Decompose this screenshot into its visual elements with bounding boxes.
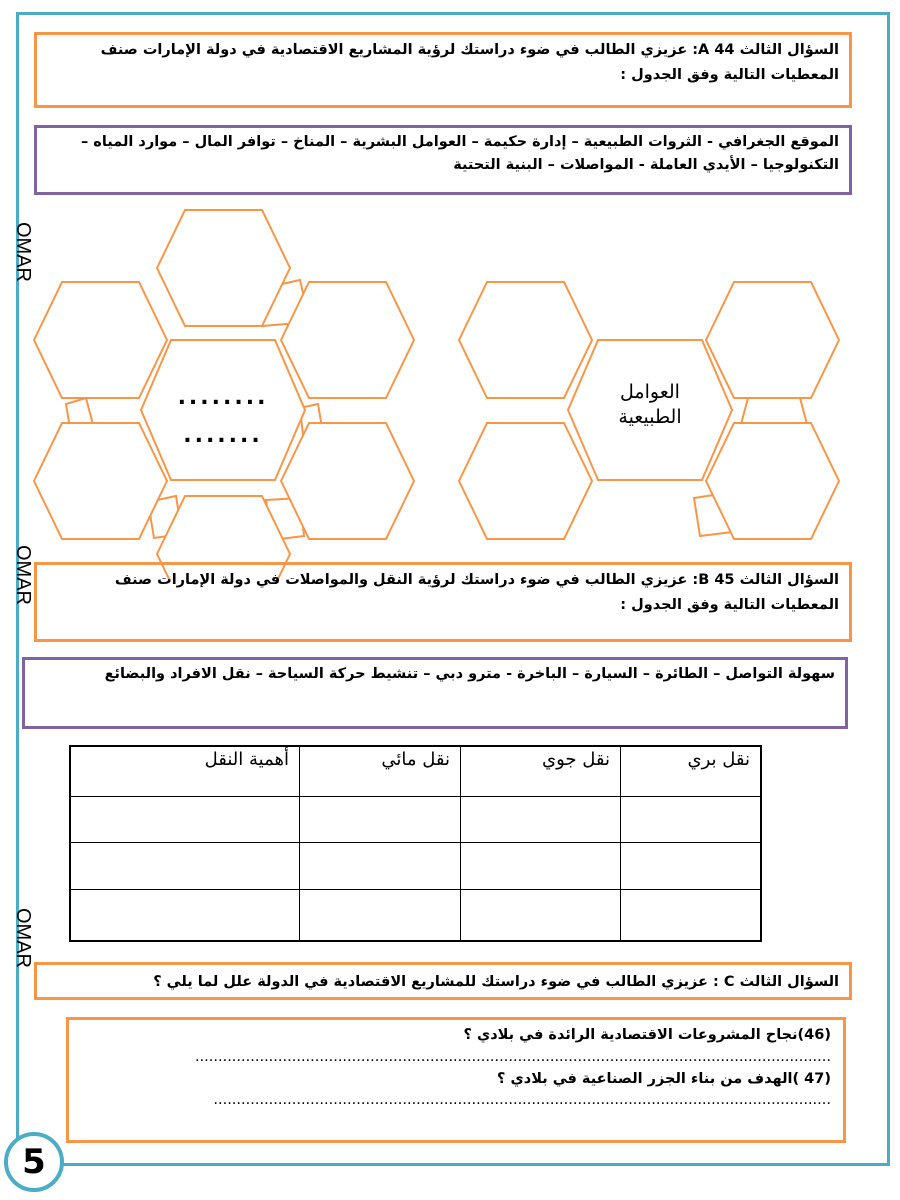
table-cell[interactable] [70,796,300,843]
header-transport-importance: أهمية النقل [70,746,300,796]
hex-left-center-line1: ........ [177,385,269,410]
hexagon [34,282,167,398]
table-cell[interactable] [461,890,621,941]
hexagon [34,423,167,539]
question-46: (46)نجاح المشروعات الاقتصادية الرائدة في بلادي ؟ [463,1027,831,1043]
hexagon [459,423,592,539]
table-cell[interactable] [300,843,461,890]
hex-right-center-label: العوامل الطبيعية [618,381,682,428]
hexagon [157,210,290,326]
table-cell[interactable] [70,843,300,890]
question-c: السؤال الثالث C : عزيزي الطالب في ضوء دراستك للمشاريع الاقتصادية في الدولة علل لما يلي ؟ [34,962,852,1000]
table-row [70,796,761,843]
table-cell[interactable] [461,796,621,843]
table-cell[interactable] [621,796,762,843]
watermark-2: OMAR [12,545,34,605]
reasons-box [66,1017,846,1143]
givens-a: الموقع الجغرافي - الثروات الطبيعية – إدارة حكيمة – العوامل البشرية – المناخ – توافر المال – موارد المياه – التكنولوجيا – الأيدي العاملة - المواصلات – البنية التحتية [34,125,852,195]
header-land-transport: نقل بري [621,746,762,796]
hexagon [281,282,414,398]
givens-b: سهولة التواصل – الطائرة – السيارة – الباخرة - مترو دبي – تنشيط حركة السياحة – نقل الافراد والبضائع [22,657,848,729]
table-cell[interactable] [70,890,300,941]
table-cell[interactable] [300,890,461,941]
watermark-3: OMAR [12,908,34,968]
header-air-transport: نقل جوي [461,746,621,796]
answer-line-47[interactable]: ...................................................................................................................................... [213,1092,831,1109]
header-water-transport: نقل مائي [300,746,461,796]
table-cell[interactable] [621,890,762,941]
question-b: السؤال الثالث 45 B: عزيزي الطالب في ضوء دراستك لرؤية النقل والمواصلات في دولة الإمارات صنف المعطيات التالية وفق الجدول : [34,562,852,642]
answer-line-46[interactable]: .......................................................................................................................................... [194,1048,831,1065]
table-header-row [70,746,761,796]
question-47: (47 )الهدف من بناء الجزر الصناعية في بلادي ؟ [497,1070,831,1087]
hexagon [706,282,839,398]
hexagon-diagram [0,0,900,580]
table-cell[interactable] [461,843,621,890]
question-a: السؤال الثالث 44 A: عزيزي الطالب في ضوء دراستك لرؤية المشاريع الاقتصادية في دولة الإمارات صنف المعطيات التالية وفق الجدول : [34,32,852,108]
hexagon [281,423,414,539]
watermark-1: OMAR [12,222,34,282]
table-row [70,890,761,941]
hexagon [706,423,839,539]
hex-left-center-line2: ....... [183,423,263,448]
hexagon [459,282,592,398]
table-row [70,843,761,890]
transport-table [69,745,762,942]
page-number: 5 [4,1132,64,1192]
table-cell[interactable] [300,796,461,843]
table-cell[interactable] [621,843,762,890]
